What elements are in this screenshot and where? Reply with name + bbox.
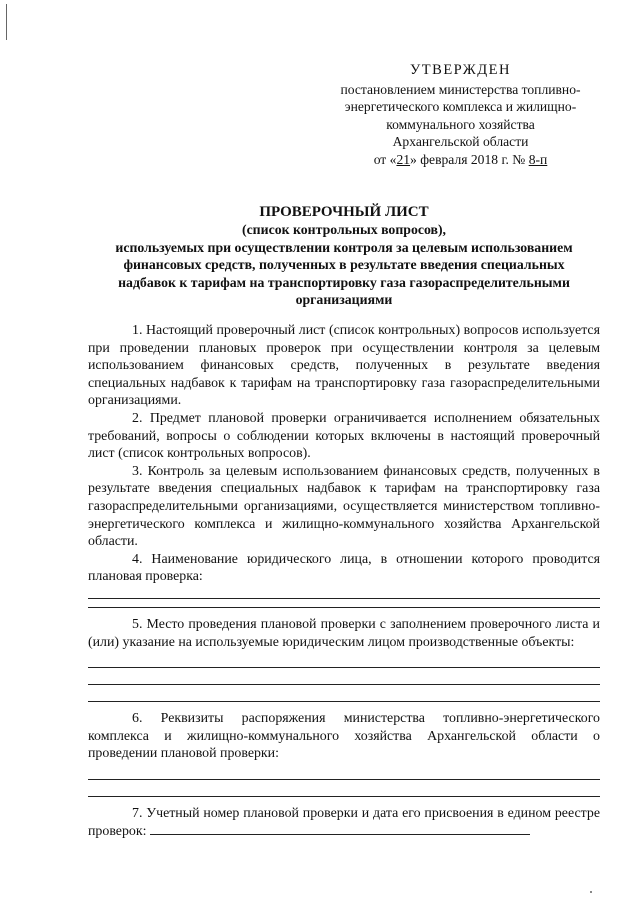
scan-speck (590, 891, 592, 893)
title-subtitle: (список контрольных вопросов), (241, 222, 447, 238)
approval-line: энергетического комплекса и жилищно- (344, 99, 577, 115)
paragraph-4: 4. Наименование юридического лица, в отношении которого проводится плановая проверка: (88, 551, 600, 585)
date-prefix: от « (373, 151, 397, 167)
approval-heading: УТВЕРЖДЕН (410, 62, 511, 78)
fill-in-line[interactable] (150, 822, 530, 835)
paragraph-7 (88, 805, 600, 841)
title-main: ПРОВЕРОЧНЫЙ ЛИСТ (259, 204, 429, 220)
approval-stamp (318, 62, 603, 169)
paragraph-5: 5. Место проведения плановой проверки с заполнением проверочного листа и (или) указание на используемые юридическим лицом производственные объекты: (88, 616, 600, 650)
paragraph-1: 1. Настоящий проверочный лист (список контрольных) вопросов используется при проведении плановых проверок при осуществлении контроля за целевым использованием финансовых средств, полученных в результате введения специальных надбавок к тарифам на транспортировку газа газораспределительными организациями. (88, 323, 600, 409)
title-line: надбавок к тарифам на транспортировку газа газораспределительными (118, 274, 570, 290)
decree-number: 8-п (528, 151, 548, 167)
paragraph-3: 3. Контроль за целевым использованием финансовых средств, полученных в результате введения специальных надбавок к тарифам на транспортировку газа газораспределительными организациями, осуществляется министерством топливно-энергетического комплекса и жилищно-коммунального хозяйства Архангельской области. (88, 463, 600, 550)
approval-line: Архангельской области (392, 134, 529, 150)
document-body (88, 322, 600, 841)
approval-line: коммунального хозяйства (386, 116, 535, 132)
approval-line: постановлением министерства топливно- (340, 81, 581, 97)
approval-date (318, 151, 603, 169)
paragraph-2: 2. Предмет плановой проверки ограничивается исполнением обязательных требований, вопросы о соблюдении которых включены в настоящий проверочный лист (список контрольных вопросов). (88, 410, 600, 462)
paragraph-6: 6. Реквизиты распоряжения министерства топливно-энергетического комплекса и жилищно-коммунального хозяйства Архангельской области о проведении плановой проверки: (88, 711, 600, 762)
title-line: финансовых средств, полученных в результате введения специальных (123, 257, 565, 273)
date-day: 21 (396, 151, 411, 167)
title-line: организациями (295, 292, 393, 308)
title-line: используемых при осуществлении контроля за целевым использованием (115, 239, 573, 255)
paragraph-7-text: 7. Учетный номер плановой проверки и дата его присвоения в едином реестре проверок: (88, 805, 600, 840)
margin-mark (6, 4, 7, 40)
document-title (84, 204, 604, 308)
date-middle: » февраля 2018 г. № (410, 151, 526, 167)
